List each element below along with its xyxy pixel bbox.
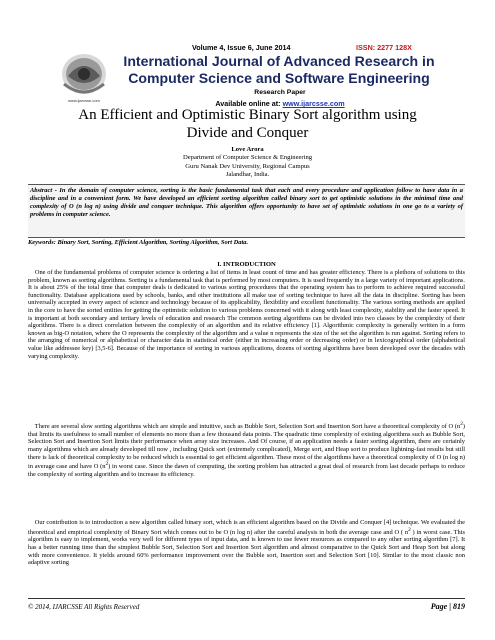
intro-paragraph-3: [28, 519, 465, 567]
author-affiliation-city: Jalandhar, India.: [225, 171, 270, 179]
abstract-text: Abstract - In the domain of computer science, sorting is the basic fundamental task that each and every procedure and application follow to have data in a discipline and in a convenient form. We have developed an efficient sorting algorithm called binary sort to get optimistic solutions in the minimal time and complexity of O (n log n) using divide and conquer technique. This algorithm offers opportunity to have set of optimistic solutions in one go to a variety of problems in computer science.: [30, 187, 463, 218]
intro-paragraph-2-part-a: There are several slow sorting algorithms which are simple and intuitive, such as Bubble Sort, Selection Sort and Insertion Sort have a theoretical complexity of O (n: [34, 423, 461, 431]
intro-paragraph-3-part-a: Our contribution is to introduction a new algorithm called binary sort, which is an efficient algorithm based on the Divide and Conquer [4] technique. We evaluated the theoretical and empirical complexity of Binary Sort which comes out to be O (n log n) after the careful analysis in both the average case and O ( n: [28, 519, 466, 536]
intro-paragraph-1-text: One of the fundamental problems of computer science is ordering a list of items in least count of time and has greater efficiency. There is a plethora of solutions to this problem, known as sorting algorithms. Sorting is a fundamental task that is performed by most computers. It is used frequently in a large variety of important applications. It is about 25% of the total time that computer deals is dedicated to various sorting procedures that the operating system has to perform to achieve required successful functionality. Database applications used by schools, banks, and other institutions all make use of sorting technique to have all the data in discipline. Sorting has been universally accepted in every aspect of science and technology because of its applicability, flexibility and excellent functionality. The various sorting methods are applied in the core to have the sorted entities for getting the optimistic solution to various problems concerned with it along with least complexity, stability and the faster speed. It is important at both secondary and tertiary levels of education and research The common sorting algorithms can be divided into two classes by the complexity of their algorithms. There is a direct correlation between the complexity of an algorithm and its relative efficiency [1]. Algorithmic complexity is generally written in a form known as big-O notation, where the O represents the complexity of the algorithm and a value n represents the size of the set the algorithm is run against. Sorting refers to the arranging of numerical or alphabetical or character data in statistical order (either in increasing order or decreasing order) or in lexicographical order (alphabetical value like addressee key) [3,5-6]. Because of the importance of sorting in various applications, dozens of sorting algorithms have been developed over the decades with varying complexity.: [28, 269, 465, 360]
author-name: Love Arora: [231, 146, 264, 153]
intro-paragraph-2-part-b: ) that limits its usefulness to small number of elements no more than a few thousand data points. The quadratic time complexity of existing algorithms such as Bubble Sort, Selection Sort and Insertion Sort limits their performance when array size increases. And Of course, if an application needs a faster sorting algorithm, there are certainly many algorithms which are already developed till now , including Quick sort (extremely complicated), Merge sort, and Heap sort to produce lightning-fast results but still there is lack of theoretical complexity to be reduced which is essential to get efficient algorithm. These most of the algorithms have a theoretical complexity of O (n log n) in average case and have O (n: [28, 423, 465, 471]
intro-paragraph-2: [28, 421, 465, 478]
paper-type: Research Paper: [254, 89, 306, 96]
author-block: [100, 146, 395, 180]
available-prefix: Available online at:: [215, 99, 283, 108]
journal-title: [112, 53, 446, 87]
logo-caption: www.ijarcsse.com: [68, 98, 100, 103]
journal-title-line2: Computer Science and Software Engineering: [128, 70, 430, 86]
superscript-exponent: 2: [460, 421, 463, 427]
keywords: Keywords: Binary Sort, Sorting, Efficient Algorithm, Sorting Algorithm, Sort Data.: [28, 239, 249, 246]
intro-paragraph-2-part-c: ) in worst case. Since the dawn of computing, the sorting problem has attracted a great deal of research from last decade perhaps to reduce the complexity of sorting algorithm and to increase its efficiency.: [28, 463, 466, 478]
journal-title-line1: International Journal of Advanced Research in: [123, 53, 435, 69]
footer-divider: [28, 598, 465, 599]
author-affiliation-dept: Department of Computer Science & Engineering: [182, 154, 313, 162]
paper-title-line2: Divide and Conquer: [186, 125, 309, 141]
intro-paragraph-1: [28, 269, 465, 360]
superscript-exponent: 2: [408, 526, 411, 533]
journal-url-link[interactable]: www.ijarcsse.com: [282, 99, 345, 108]
author-affiliation-university: Guru Nanak Dev University, Regional Campus: [185, 162, 310, 170]
footer-copyright: © 2014, IJARCSSE All Rights Reserved: [28, 603, 140, 611]
section-heading-introduction: I. INTRODUCTION: [217, 261, 276, 268]
superscript-exponent: 2: [105, 461, 109, 468]
intro-paragraph-3-part-b: ) in worst case. This algorithm is easy to implement, works very well for different types of input data, and is known to use fewer resources as compared to any other sorting algorithm [7]. It has a better running time than the simplest Bubble Sort, Selection Sort and Insertion Sort algorithm and almost comparative to the Quick Sort and Heap Sort but along with more convenience. It yields around 60% performance improvement over the Bubble sort, Insertion sort and Selection Sort [10]. Similar to the most classic non adaptive sorting: [28, 528, 465, 567]
abstract-box: [28, 184, 465, 238]
issn-number: ISSN: 2277 128X: [356, 43, 412, 52]
paper-title: [40, 106, 455, 142]
paper-title-line1: An Efficient and Optimistic Binary Sort algorithm using: [78, 107, 417, 123]
volume-issue: Volume 4, Issue 6, June 2014: [192, 43, 291, 52]
journal-logo-icon: [58, 50, 110, 104]
footer-page-number: Page | 819: [430, 602, 465, 611]
